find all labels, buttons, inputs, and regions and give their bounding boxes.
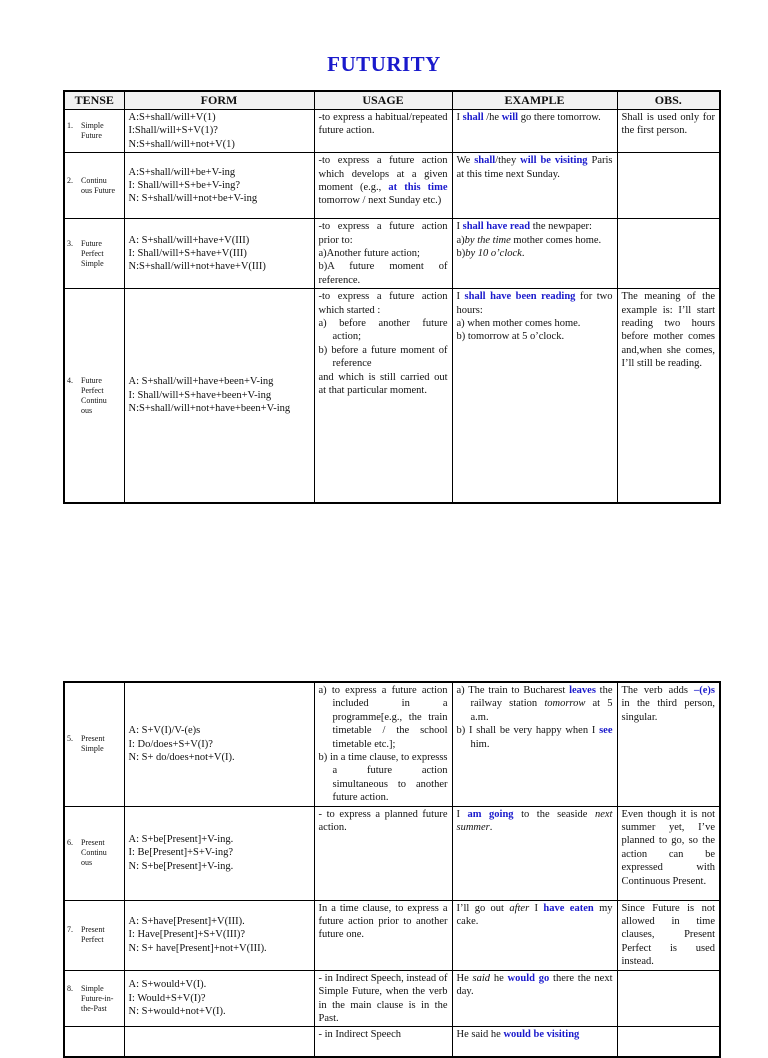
table-row [64, 219, 720, 289]
form-cell: A: S+would+V(I). I: Would+S+V(I)? N: S+would+not+V(I). [124, 970, 314, 1027]
example-cell: He said he would go there the next day. [452, 970, 617, 1027]
futurity-table-2 [63, 681, 721, 1058]
header-example: EXAMPLE [452, 91, 617, 110]
futurity-table-1 [63, 90, 721, 504]
obs-cell: Shall is used only for the first person. [617, 110, 720, 153]
usage-cell: -to express a future action prior to: a)Another future action; b)A future moment of reference. [314, 219, 452, 289]
obs-cell: The meaning of the example is: I’ll start reading two hours before mother comes and,when she comes, I’ll still be reading. [617, 289, 720, 503]
obs-cell [617, 153, 720, 219]
usage-cell: -to express a habitual/repeated future action. [314, 110, 452, 153]
table-row [64, 682, 720, 806]
usage-cell: - in Indirect Speech [314, 1027, 452, 1057]
example-cell: He said he would be visiting [452, 1027, 617, 1057]
table-row [64, 900, 720, 970]
form-cell: A: S+be[Present]+V-ing. I: Be[Present]+S+V-ing? N: S+be[Present]+V-ing. [124, 806, 314, 900]
usage-cell: In a time clause, to express a future action prior to another future one. [314, 900, 452, 970]
example-cell: I’ll go out after I have eaten my cake. [452, 900, 617, 970]
usage-cell: a) to express a future action included in a programme[e.g., the train timetable / the school timetable etc.]; b) in a time clause, to expresss a future action simultaneous to another future action. [314, 682, 452, 806]
usage-cell: - to express a planned future action. [314, 806, 452, 900]
tense-cell: 3. Future Perfect Simple [64, 219, 124, 289]
table-row [64, 153, 720, 219]
form-cell [124, 1027, 314, 1057]
form-cell: A:S+shall/will+be+V-ing I: Shall/will+S+be+V-ing? N: S+shall/will+not+be+V-ing [124, 153, 314, 219]
table-row [64, 970, 720, 1027]
form-cell: A:S+shall/will+V(1) I:Shall/will+S+V(1)? N:S+shall/will+not+V(1) [124, 110, 314, 153]
obs-cell [617, 970, 720, 1027]
header-form: FORM [124, 91, 314, 110]
tense-cell: 2. Continu ous Future [64, 153, 124, 219]
obs-cell: The verb adds –(e)s in the third person, singular. [617, 682, 720, 806]
page-title: FUTURITY [327, 52, 441, 76]
usage-cell: - in Indirect Speech, instead of Simple Future, when the verb in the main clause is in the Past. [314, 970, 452, 1027]
usage-cell: -to express a future action which develops at a given moment (e.g., at this time tomorrow / next Sunday etc.) [314, 153, 452, 219]
example-cell: We shall/they will be visiting Paris at this time next Sunday. [452, 153, 617, 219]
form-cell: A: S+V(I)/V-(e)s I: Do/does+S+V(I)? N: S+ do/does+not+V(I). [124, 682, 314, 806]
obs-cell: Even though it is not summer yet, I’ve planned to go, so the action can be expressed with Continuous Present. [617, 806, 720, 900]
tense-cell: 6. Present Continu ous [64, 806, 124, 900]
header-obs: OBS. [617, 91, 720, 110]
form-cell: A: S+have[Present]+V(III). I: Have[Present]+S+V(III)? N: S+ have[Present]+not+V(III). [124, 900, 314, 970]
tense-cell: 4. Future Perfect Continu ous [64, 289, 124, 503]
tense-cell: 8. Simple Future-in-the-Past [64, 970, 124, 1027]
table-row [64, 1027, 720, 1057]
header-row [64, 91, 720, 110]
table-row [64, 110, 720, 153]
obs-cell [617, 219, 720, 289]
example-cell: I am going to the seaside next summer. [452, 806, 617, 900]
example-cell: I shall have read the newpaper: a)by the time mother comes home. b)by 10 o’clock. [452, 219, 617, 289]
obs-cell: Since Future is not allowed in time clauses, Present Perfect is used instead. [617, 900, 720, 970]
tense-cell: 7. Present Perfect [64, 900, 124, 970]
table-row [64, 289, 720, 503]
header-tense: TENSE [64, 91, 124, 110]
example-cell: a) The train to Bucharest leaves the railway station tomorrow at 5 a.m. b) I shall be very happy when I see him. [452, 682, 617, 806]
example-cell: I shall /he will go there tomorrow. [452, 110, 617, 153]
example-cell: I shall have been reading for two hours: a) when mother comes home. b) tomorrow at 5 o’clock. [452, 289, 617, 503]
obs-cell [617, 1027, 720, 1057]
table-row [64, 806, 720, 900]
tense-cell: 5. Present Simple [64, 682, 124, 806]
tense-cell [64, 1027, 124, 1057]
form-cell: A: S+shall/will+have+been+V-ing I: Shall/will+S+have+been+V-ing N:S+shall/will+not+have+been+V-ing [124, 289, 314, 503]
header-usage: USAGE [314, 91, 452, 110]
form-cell: A: S+shall/will+have+V(III) I: Shall/will+S+have+V(III) N:S+shall/will+not+have+V(III) [124, 219, 314, 289]
usage-cell: -to express a future action which started : a) before another future action; b) before a future moment of reference and which is still carried out at that particular moment. [314, 289, 452, 503]
tense-cell: 1. Simple Future [64, 110, 124, 153]
